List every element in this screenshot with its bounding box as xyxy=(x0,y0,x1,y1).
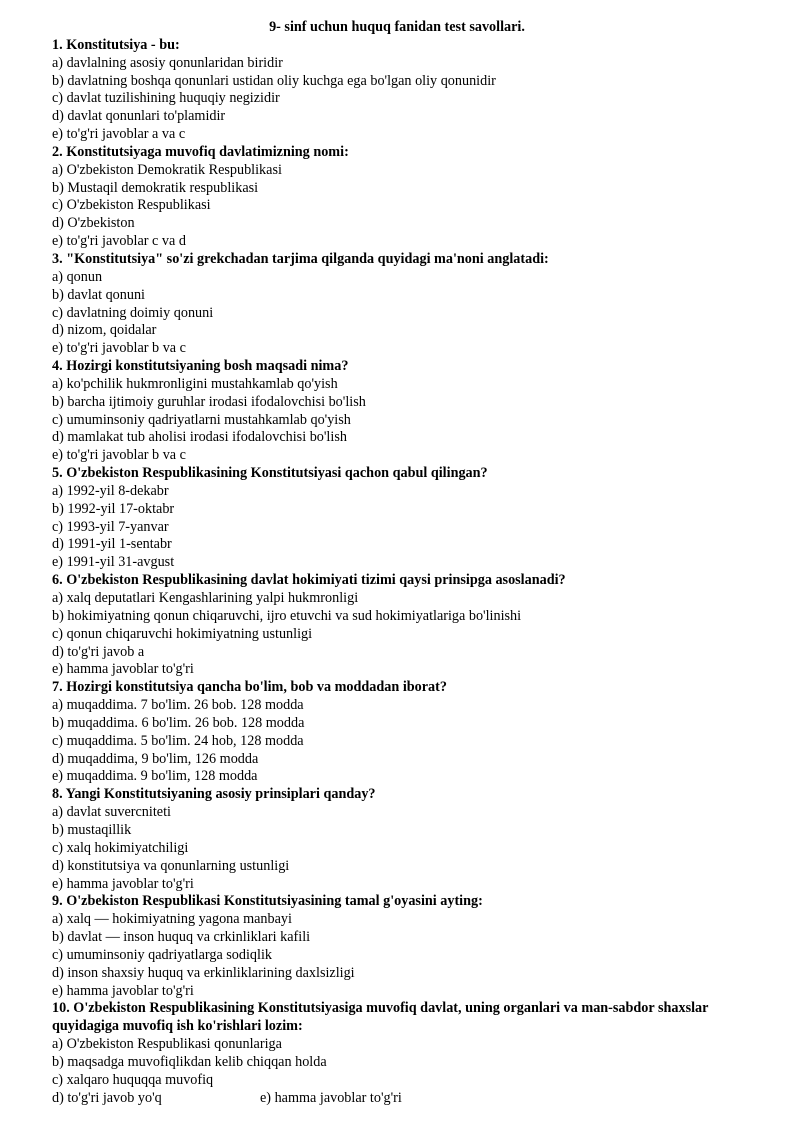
answer-option: e) 1991-yil 31-avgust xyxy=(52,554,175,571)
answer-option: d) to'g'ri javob yo'q xyxy=(52,1089,162,1106)
answer-option: a) xalq deputatlari Kengashlarining yalpi hukmronligi xyxy=(52,590,359,606)
answer-option: d) mamlakat tub aholisi irodasi ifodalovchisi bo'lish xyxy=(52,429,347,446)
answer-option: b) davlatning boshqa qonunlari ustidan oliy kuchga ega bo'lgan oliy qonunidir xyxy=(52,72,496,89)
answer-option: d) O'zbekiston xyxy=(52,215,135,232)
answer-option: c) umuminsoniy qadriyatlarni mustahkamlab qo'yish xyxy=(52,411,351,428)
question-text: 10. O'zbekiston Respublikasining Konstitutsiyasiga muvofiq davlat, uning organlari va man-sabdor shaxslar quyidagiga muvofiq ish ko'rishlari lozim: xyxy=(52,1000,709,1035)
question-text: 9. O'zbekiston Respublikasi Konstitutsiyasining tamal g'oyasini ayting: xyxy=(52,893,483,910)
question-text: 4. Hozirgi konstitutsiyaning bosh maqsadi nima? xyxy=(52,358,349,375)
question-block xyxy=(52,572,772,679)
question-block xyxy=(52,893,772,1000)
question-text: 7. Hozirgi konstitutsiya qancha bo'lim, bob va moddadan iborat? xyxy=(52,679,447,696)
answer-option: b) 1992-yil 17-oktabr xyxy=(52,500,175,517)
answer-option: e) to'g'ri javoblar b va c xyxy=(52,340,186,357)
answer-option: a) 1992-yil 8-dekabr xyxy=(52,482,169,499)
answer-option: a) ko'pchilik hukmronligini mustahkamlab qo'yish xyxy=(52,375,338,392)
answer-option: b) davlat — inson huquq va crkinliklari kafili xyxy=(52,929,311,946)
answer-option: c) 1993-yil 7-yanvar xyxy=(52,518,169,535)
question-text: 2. Konstitutsiyaga muvofiq davlatimizning nomi: xyxy=(52,143,349,160)
answer-option: b) maqsadga muvofiqlikdan kelib chiqqan holda xyxy=(52,1053,327,1070)
answer-option: c) O'zbekiston Respublikasi xyxy=(52,197,211,214)
answer-option: d) nizom, qoidalar xyxy=(52,322,157,339)
question-block xyxy=(52,465,772,572)
answer-option: b) mustaqillik xyxy=(52,821,132,838)
question-text: 8. Yangi Konstitutsiyaning asosiy prinsiplari qanday? xyxy=(52,786,376,803)
answer-option: a) O'zbekiston Respublikasi qonunlariga xyxy=(52,1036,282,1053)
question-text: 3. "Konstitutsiya" so'zi grekchadan tarjima qilganda quyidagi ma'noni anglatadi: xyxy=(52,250,549,267)
answer-option: b) hokimiyatning qonun chiqaruvchi, ijro etuvchi va sud hokimiyatlariga bo'linishi xyxy=(52,607,522,624)
answer-option: d) inson shaxsiy huquq va erkinliklarining daxlsizligi xyxy=(52,964,355,981)
question-block xyxy=(52,1000,772,1107)
answer-option: a) davlat suvercniteti xyxy=(52,804,171,821)
answer-option: e) hamma javoblar to'g'ri xyxy=(52,982,194,999)
answer-option: b) muqaddima. 6 bo'lim. 26 bob. 128 modda xyxy=(52,714,305,731)
answer-option: c) xalqaro huquqqa muvofiq xyxy=(52,1071,214,1088)
answer-option: b) Mustaqil demokratik respublikasi xyxy=(52,179,259,196)
question-block xyxy=(52,144,772,251)
answer-option: d) muqaddima, 9 bo'lim, 126 modda xyxy=(52,750,259,767)
answer-option: e) muqaddima. 9 bo'lim, 128 modda xyxy=(52,768,258,785)
answer-option: e) hamma javoblar to'g'ri xyxy=(52,661,194,678)
answer-option: b) barcha ijtimoiy guruhlar irodasi ifodalovchisi bo'lish xyxy=(52,393,366,410)
question-block xyxy=(52,37,772,144)
document-title: 9- sinf uchun huquq fanidan test savollari. xyxy=(269,19,525,35)
answer-option: d) 1991-yil 1-sentabr xyxy=(52,536,172,553)
question-block xyxy=(52,679,772,786)
answer-option: a) xalq — hokimiyatning yagona manbayi xyxy=(52,911,292,928)
question-block xyxy=(52,251,772,358)
answer-option: e) to'g'ri javoblar c va d xyxy=(52,233,186,250)
answer-option: a) O'zbekiston Demokratik Respublikasi xyxy=(52,161,282,178)
answer-option: c) xalq hokimiyatchiligi xyxy=(52,839,189,856)
answer-option: c) davlatning doimiy qonuni xyxy=(52,304,214,321)
answer-option: c) davlat tuzilishining huquqiy negizidir xyxy=(52,90,280,107)
answer-option: c) umuminsoniy qadriyatlarga sodiqlik xyxy=(52,946,273,963)
test-document xyxy=(52,19,772,1107)
answer-option: c) muqaddima. 5 bo'lim. 24 hob, 128 modda xyxy=(52,732,304,749)
question-text: 5. O'zbekiston Respublikasining Konstitutsiyasi qachon qabul qilingan? xyxy=(52,465,488,482)
answer-option: e) to'g'ri javoblar b va c xyxy=(52,447,186,464)
answer-row xyxy=(52,1090,772,1108)
question-text: 6. O'zbekiston Respublikasining davlat hokimiyati tizimi qaysi prinsipga asoslanadi? xyxy=(52,572,566,589)
answer-option: d) davlat qonunlari to'plamidir xyxy=(52,108,226,125)
answer-option: d) to'g'ri javob a xyxy=(52,643,145,660)
question-text: 1. Konstitutsiya - bu: xyxy=(52,36,180,53)
question-block xyxy=(52,786,772,893)
answer-option: e) hamma javoblar to'g'ri xyxy=(260,1089,402,1106)
answer-option: a) muqaddima. 7 bo'lim. 26 bob. 128 modda xyxy=(52,697,304,714)
answer-option: b) davlat qonuni xyxy=(52,286,145,303)
answer-option: e) to'g'ri javoblar a va c xyxy=(52,126,186,143)
answer-option: d) konstitutsiya va qonunlarning ustunligi xyxy=(52,857,290,874)
answer-option: a) davlalning asosiy qonunlaridan biridir xyxy=(52,54,283,71)
answer-option: e) hamma javoblar to'g'ri xyxy=(52,875,194,892)
question-block xyxy=(52,358,772,465)
answer-option: a) qonun xyxy=(52,268,103,285)
answer-option: c) qonun chiqaruvchi hokimiyatning ustunligi xyxy=(52,625,313,642)
